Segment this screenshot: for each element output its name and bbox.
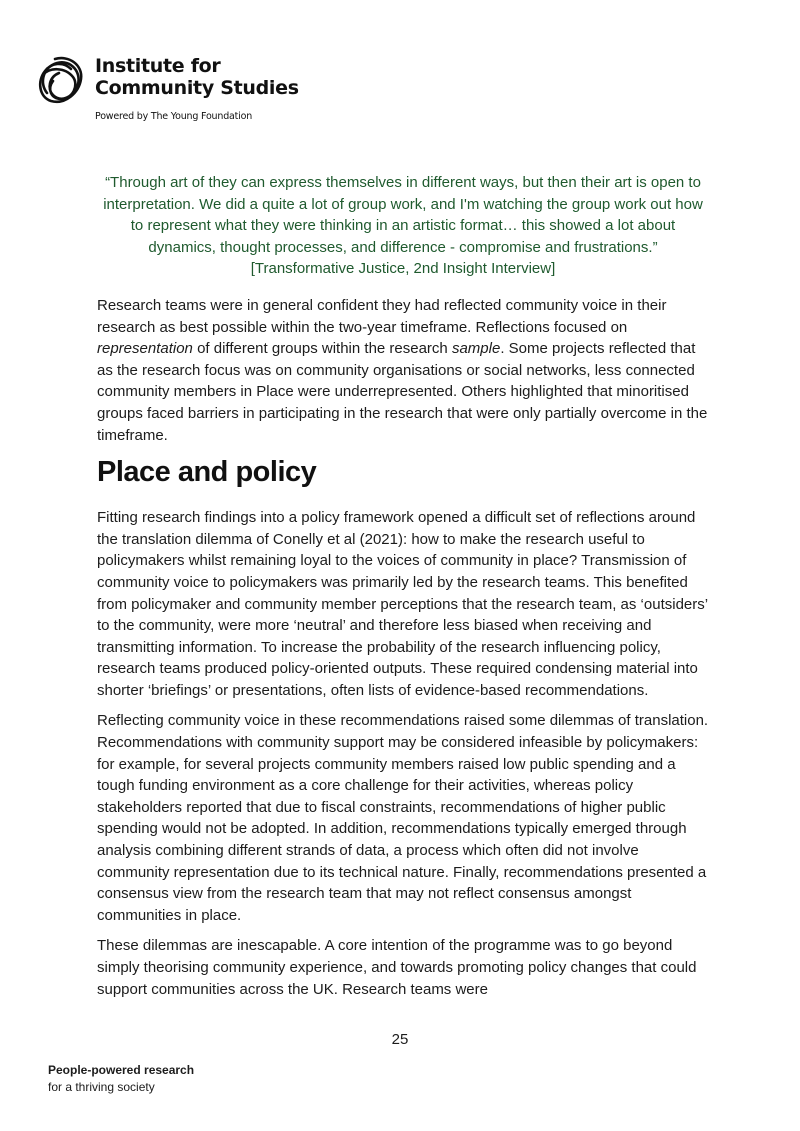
page-content xyxy=(97,172,709,1009)
org-title-line1: Institute for xyxy=(95,55,221,77)
footer-tagline-line2: for a thriving society xyxy=(48,1080,155,1094)
organization-logo xyxy=(33,53,299,122)
paragraph-text: Research teams were in general confident they had reflected community voice in their research as best possible within the two-year timeframe. Reflections focused on xyxy=(97,296,667,336)
paragraph-representation xyxy=(97,295,709,446)
footer-tagline-line1: People-powered research xyxy=(48,1063,195,1077)
emphasis-representation: representation xyxy=(97,340,193,358)
paragraph-policy-framework: Fitting research findings into a policy framework opened a difficult set of reflections around the translation dilemma of Conelly et al (2021): how to make the research useful to policymakers whilst remaining loyal to the voices of community in place? Transmission of community voice to policymakers was primarily led by the research teams. This benefited from policymaker and community member perceptions that the research team, as ‘outsiders’ to the community, were more ‘neutral’ and therefore less biased when receiving and transmitting information. To increase the probability of the research influencing policy, research teams produced policy-oriented outputs. These required condensing material into shorter ‘briefings’ or presentations, often lists of evidence-based recommendations. xyxy=(97,509,708,699)
paragraph-text: of different groups within the research xyxy=(192,340,452,358)
paragraph-inescapable-dilemmas: These dilemmas are inescapable. A core intention of the programme was to go beyond simply theorising community experience, and towards promoting policy changes that could support communities across the UK. Research teams were xyxy=(97,937,697,998)
page-number: 25 xyxy=(391,1031,409,1048)
paragraph-text: . Some projects reflected that as the research focus was on community organisations or social networks, less connected community members in Place were underrepresented. Others highlighted that minoritised groups faced barriers in participating in the research that were only partially overcome in the timeframe. xyxy=(97,340,708,444)
emphasis-sample: sample xyxy=(451,340,501,358)
org-subtitle: Powered by The Young Foundation xyxy=(95,111,253,122)
interlocking-loops-icon xyxy=(33,53,89,109)
section-heading: Place and policy xyxy=(97,456,317,489)
paragraph-translation-dilemmas: Reflecting community voice in these recommendations raised some dilemmas of translation. Recommendations with community support may be considered infeasible by policymakers: for example, for several projects community members raised low public spending and a tough funding environment as a core challenge for their activities, whereas policy stakeholders reported that due to fiscal constraints, recommendations of higher public spending would not be adopted. In addition, recommendations typically emerged through analysis combining different strands of data, a process which often did not involve community representation due to its technical nature. Finally, recommendations presented a consensus view from the research team that may not reflect consensus amongst communities in place. xyxy=(97,712,709,924)
org-title-line2: Community Studies xyxy=(95,77,299,99)
interview-quote: “Through art of they can express themselves in different ways, but then their art is open to interpretation. We did a quite a lot of group work, and I'm watching the group work out how to represent what they were thinking in an artistic format… this showed a lot about dynamics, thought processes, and difference - compromise and frustrations.” [Transformative Justice, 2nd Insight Interview] xyxy=(103,174,703,278)
footer-tagline xyxy=(48,1062,194,1096)
